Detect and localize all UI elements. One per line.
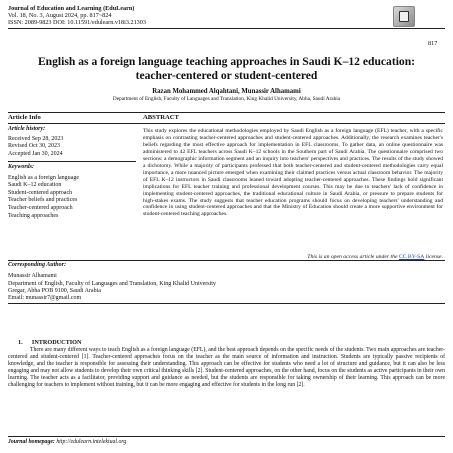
page-number: 817 [428, 40, 438, 47]
abstract-heading: ABSTRACT [143, 114, 179, 121]
keyword-item: Teaching approaches [8, 212, 59, 219]
abstract-text: This study explores the educational methodologies employed by Saudi English as a foreign language (EFL) teacher, with a specific emphasis on contrasting teacher-centered approaches and student-centered approaches. Additionally, the research examines teacher's beliefs regarding the most effective approach for implementation in EFL classrooms. To gather data, an online questionnaire was administered to 42 EFL teachers across Saudi K–12 schools in the Southern part of Saudi Arabia. The questionnaire comprised two sections: a demographic information segment and an inquiry into teachers' perspectives and practices. The results of the study showed a dichotomy. While a majority of participants professed that both teacher-centered and student-centered methodologies carry equal importance, a more nuanced picture emerged when examining their claimed practices versus actual classroom behavior. The majority of EFL K–12 instructors in Saudi classrooms leaned toward adopting teacher-centered approaches. These findings hold significant implications for EFL teacher training and professional development courses. This may be due to teachers' lack of confidence in implementing student-centered approaches, the traditional educational culture in Saudi Arabia, or pressure to prepare students for high-stakes exams. The study suggests that teacher education programs should focus on developing teachers' understanding and confidence in using student-centered approaches and that the Ministry of Education should create a more supportive environment for student-centered teaching approaches. [143, 128, 443, 218]
corresponding-name: Munassir Alhamami [8, 273, 57, 280]
article-authors: Razan Mohammed Alqahtani, Munassir Alhamami [152, 88, 301, 95]
corresponding-dept: Department of English, Faculty of Languages and Translation, King Khalid University [8, 280, 216, 287]
journal-volume: Vol. 18, No. 3, August 2024, pp. 817~824 [8, 12, 112, 20]
section-rule-mid [8, 123, 445, 124]
journal-logo-icon [393, 6, 415, 27]
license-suffix: license. [425, 254, 443, 260]
corresponding-rule-top [8, 260, 445, 261]
keywords-label: Keywords: [8, 164, 34, 170]
article-history [8, 126, 136, 158]
corresponding-author [8, 262, 445, 302]
section-rule-top [8, 112, 445, 113]
corresponding-address: Gregar, Abha POB 9100, Saudi Arabia [8, 287, 101, 294]
journal-header [8, 5, 146, 27]
homepage-url[interactable]: http://edulearn.intelektual.org [56, 439, 127, 445]
footer-rule [8, 436, 445, 437]
accepted-date: Accepted Jan 30, 2024 [8, 150, 63, 157]
revised-date: Revised Oct 30, 2023 [8, 143, 60, 150]
journal-issn: ISSN: 2089-9823 DOI: 10.11591/edulearn.v18i3.21303 [8, 19, 146, 27]
info-divider [8, 161, 136, 162]
keyword-item: English as a foreign language [8, 174, 79, 181]
journal-homepage [8, 439, 126, 445]
introduction-heading: 1. INTRODUCTION [18, 339, 82, 346]
received-date: Received Sep 28, 2023 [8, 135, 64, 142]
article-affiliation: Department of English, Faculty of Languages and Translation, King Khalid University, Abha, Saudi Arabia [112, 96, 341, 102]
license-link[interactable]: CC BY-SA [398, 254, 425, 260]
homepage-label: Journal homepage: [8, 439, 55, 445]
journal-name: Journal of Education and Learning (EduLearn) [8, 5, 135, 12]
article-info-heading: Article Info [8, 114, 41, 121]
keyword-item: Saudi K–12 education [8, 182, 62, 189]
corresponding-label: Corresponding Author: [8, 262, 66, 268]
introduction-text: There are many different ways to teach English as a foreign language (EFL), and the best approach depends on the specific needs of the students. Two main approaches are teacher-centered and student-centered [1]. Teacher-centered approaches focus on the teacher as the main source of information and instruction. Students are typically passive recipients of knowledge, and the teacher is responsible for assessing their understanding. This approach can be effective for students who need a lot of structure and guidance, but it can also be less engaging and may not allow students to develop their own critical thinking skills [2]. Student-centered approaches, on the other hand, focus on the students as active participants in their own learning. The teacher acts as a facilitator, providing support and guidance as needed, but the students are responsible for taking ownership of their learning. This approach can be more challenging for teachers to implement without training, but it can be more engaging and effective for students in the long run [2]. [8, 347, 445, 389]
history-label: Article history: [8, 126, 46, 132]
corresponding-rule-bottom [8, 303, 445, 304]
keyword-item: Student-centered approach [8, 189, 73, 196]
license-text: This is an open access article under the [307, 254, 398, 260]
keyword-item: Teacher-centered approach [8, 204, 73, 211]
keywords-block [8, 164, 136, 220]
corresponding-email[interactable]: Email: munassir7@gmail.com [8, 295, 82, 302]
article-title: English as a foreign language teaching approaches in Saudi K–12 education: teacher-centered or student-centered [37, 55, 416, 82]
keyword-item: Teacher beliefs and practices [8, 197, 78, 204]
header-rule [8, 28, 445, 29]
